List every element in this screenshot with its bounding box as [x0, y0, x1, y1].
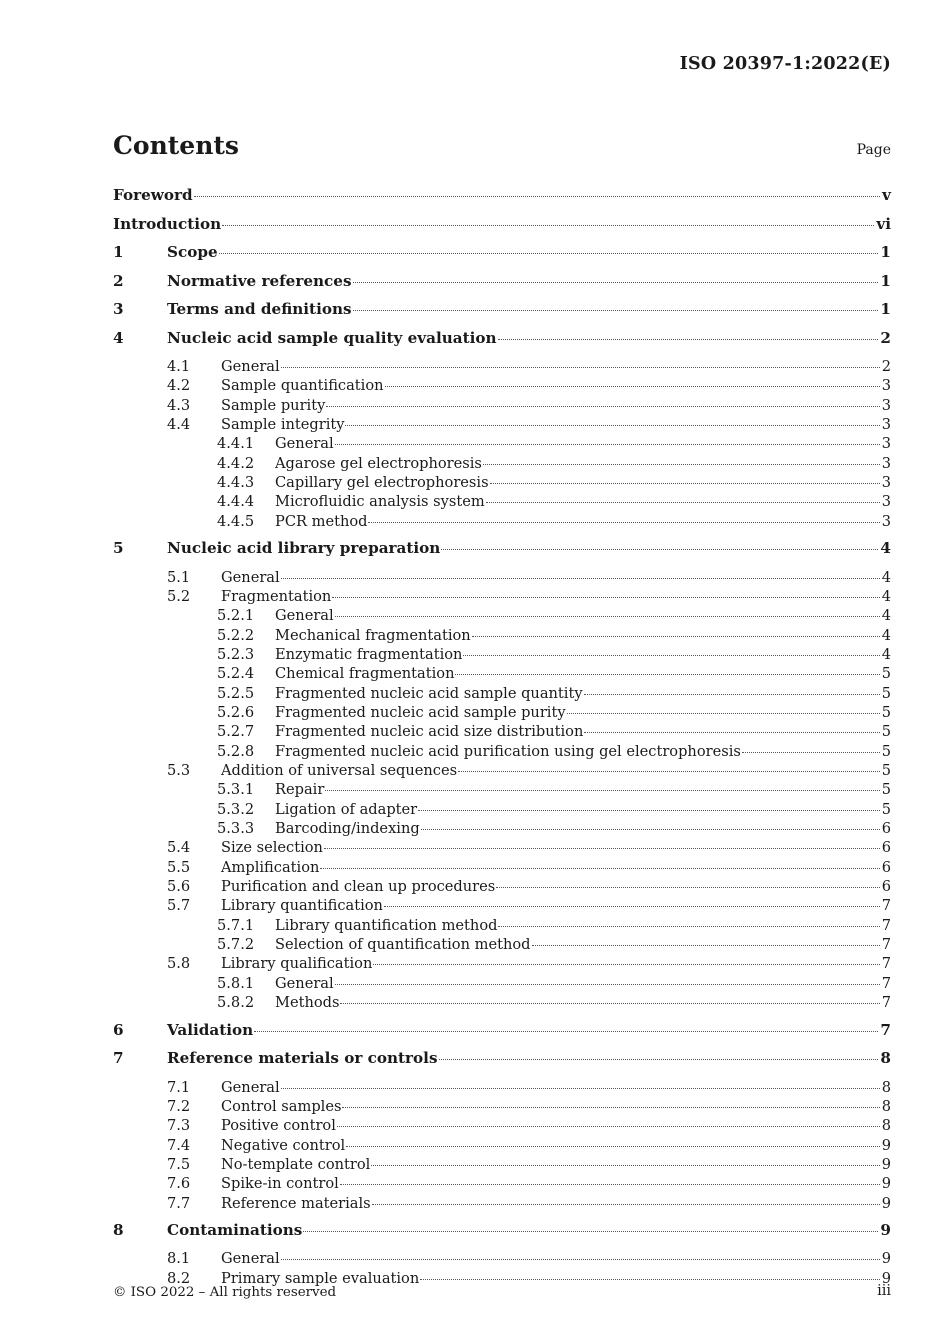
dot-leader: [326, 406, 879, 407]
toc-entry-number: 5.7: [167, 897, 191, 915]
toc-entry-number: 5.2.8: [217, 742, 255, 760]
toc-entry[interactable]: [113, 761, 891, 780]
toc-entry-title: No-template control: [221, 1155, 371, 1173]
dot-leader: [353, 310, 879, 311]
toc-entry-title: General: [221, 1250, 280, 1268]
dot-leader: [281, 367, 880, 368]
toc-entry[interactable]: [113, 215, 891, 244]
toc-entry-page: 8: [880, 1049, 891, 1067]
dot-leader: [281, 1259, 880, 1260]
dot-leader: [418, 810, 880, 811]
toc-entry-title: Fragmented nucleic acid purification using gel electrophoresis: [275, 742, 741, 760]
toc-entry-title: Repair: [275, 781, 325, 799]
toc-entry-number: 5.7.2: [217, 936, 255, 954]
dot-leader: [372, 1204, 880, 1205]
dot-leader: [463, 655, 879, 656]
toc-entry-title: Terms and definitions: [167, 300, 352, 318]
toc-entry-number: 3: [113, 300, 124, 318]
toc-entry-title: Primary sample evaluation: [221, 1269, 420, 1287]
toc-entry-number: 2: [113, 271, 124, 290]
toc-entry[interactable]: [113, 1078, 891, 1097]
dot-leader: [498, 926, 879, 927]
toc-entry-page: 1: [880, 243, 891, 261]
toc-entry-number: 4.4.1: [217, 435, 255, 453]
toc-entry-title: Fragmentation: [221, 587, 332, 605]
toc-entry-title: Introduction: [113, 214, 222, 233]
table-of-contents: [113, 186, 891, 1288]
toc-entry-number: 5.2.3: [217, 645, 255, 663]
toc-entry-page: 4: [881, 645, 891, 663]
dot-leader: [490, 483, 880, 484]
toc-entry[interactable]: [113, 742, 891, 761]
toc-entry-page: 5: [881, 742, 891, 760]
toc-entry[interactable]: [113, 684, 891, 703]
toc-entry[interactable]: [113, 512, 891, 531]
copyright-footer: © ISO 2022 – All rights reserved: [113, 1285, 337, 1300]
toc-entry-title: Normative references: [167, 271, 352, 290]
toc-entry-page: 4: [880, 539, 891, 558]
toc-entry-title: Fragmented nucleic acid size distribution: [275, 723, 584, 741]
toc-entry-title: Sample quantification: [221, 377, 384, 395]
toc-entry-page: 7: [881, 955, 891, 973]
toc-entry[interactable]: [113, 272, 891, 301]
toc-entry-page: 7: [881, 916, 891, 934]
toc-entry-title: Spike-in control: [221, 1175, 339, 1193]
toc-entry[interactable]: [113, 1049, 891, 1078]
toc-entry[interactable]: [113, 1174, 891, 1193]
dot-leader: [303, 1231, 878, 1232]
dot-leader: [222, 225, 874, 226]
dot-leader: [254, 1031, 878, 1032]
toc-entry-number: 5.8.2: [217, 994, 255, 1012]
toc-entry-title: Ligation of adapter: [275, 800, 418, 818]
dot-leader: [458, 771, 880, 772]
toc-entry[interactable]: [113, 800, 891, 819]
toc-entry-title: Amplification: [221, 858, 320, 876]
dot-leader: [345, 425, 879, 426]
dot-leader: [371, 1165, 879, 1166]
dot-leader: [567, 713, 880, 714]
toc-entry[interactable]: [113, 916, 891, 935]
toc-entry-title: Addition of universal sequences: [221, 762, 458, 780]
toc-entry-number: 4: [113, 328, 124, 347]
toc-entry[interactable]: [113, 587, 891, 606]
toc-entry[interactable]: [113, 722, 891, 741]
dot-leader: [337, 1126, 880, 1127]
toc-entry-page: 7: [880, 1020, 891, 1039]
toc-entry[interactable]: [113, 473, 891, 492]
toc-entry-number: 8: [113, 1220, 124, 1239]
toc-entry[interactable]: [113, 780, 891, 799]
toc-entry-title: General: [275, 607, 334, 625]
toc-entry-number: 5.2.7: [217, 723, 255, 741]
toc-entry-number: 5.3: [167, 762, 191, 780]
toc-entry-page: 3: [881, 416, 891, 434]
toc-entry-page: 9: [881, 1155, 891, 1173]
dot-leader: [385, 386, 880, 387]
toc-entry-title: Microfluidic analysis system: [275, 493, 485, 511]
toc-entry-title: Reference materials or controls: [167, 1049, 438, 1067]
toc-entry-page: 9: [881, 1194, 891, 1212]
dot-leader: [340, 1184, 880, 1185]
toc-entry[interactable]: [113, 434, 891, 453]
toc-entry[interactable]: [113, 606, 891, 625]
toc-entry[interactable]: [113, 819, 891, 838]
toc-entry-number: 5.2.2: [217, 626, 255, 644]
dot-leader: [325, 790, 879, 791]
toc-entry-page: 5: [881, 800, 891, 818]
toc-entry-title: Contaminations: [167, 1220, 303, 1239]
dot-leader: [368, 522, 879, 523]
toc-entry-title: Library quantification: [221, 897, 383, 915]
toc-entry-number: 6: [113, 1020, 124, 1039]
toc-entry-page: 3: [881, 454, 891, 472]
toc-entry-page: 5: [881, 684, 891, 702]
toc-entry-number: 5.3.2: [217, 800, 255, 818]
dot-leader: [441, 549, 878, 550]
toc-entry-number: 7.3: [167, 1117, 191, 1135]
toc-entry[interactable]: [113, 329, 891, 358]
toc-entry-title: Size selection: [221, 839, 323, 857]
dot-leader: [340, 1003, 879, 1004]
contents-title: Contents: [113, 131, 240, 160]
dot-leader: [342, 1107, 879, 1108]
toc-entry-number: 8.2: [167, 1269, 191, 1287]
dot-leader: [420, 1279, 879, 1280]
toc-entry-page: 1: [880, 300, 891, 318]
dot-leader: [472, 636, 880, 637]
toc-entry-page: 2: [881, 358, 891, 375]
toc-entry[interactable]: [113, 1116, 891, 1135]
dot-leader: [584, 694, 880, 695]
toc-entry-title: PCR method: [275, 512, 368, 530]
dot-leader: [219, 253, 879, 254]
toc-entry[interactable]: [113, 703, 891, 722]
toc-entry-number: 5.6: [167, 878, 191, 896]
toc-entry-page: 7: [881, 897, 891, 915]
toc-entry[interactable]: [113, 300, 891, 329]
toc-entry-page: 6: [881, 820, 891, 838]
toc-entry-page: 7: [881, 994, 891, 1012]
toc-entry-number: 5.2.4: [217, 665, 255, 683]
document-id-header: ISO 20397-1:2022(E): [679, 54, 891, 74]
toc-entry-title: Mechanical fragmentation: [275, 626, 471, 644]
toc-entry-number: 5.2.5: [217, 684, 255, 702]
toc-entry[interactable]: [113, 1155, 891, 1174]
toc-entry-title: General: [221, 568, 280, 586]
toc-entry-number: 7.4: [167, 1136, 191, 1154]
toc-entry-title: Methods: [275, 994, 340, 1012]
toc-entry-title: Scope: [167, 243, 218, 261]
toc-entry-page: v: [882, 186, 891, 204]
toc-entry[interactable]: [113, 993, 891, 1012]
toc-entry-page: 1: [880, 271, 891, 290]
dot-leader: [324, 848, 880, 849]
toc-entry-number: 5.1: [167, 568, 191, 586]
toc-entry-number: 5.3.1: [217, 781, 255, 799]
toc-entry-number: 7.6: [167, 1175, 191, 1193]
dot-leader: [353, 282, 879, 283]
toc-entry-page: 4: [881, 607, 891, 625]
toc-entry-page: 9: [881, 1175, 891, 1193]
toc-entry-page: 9: [881, 1136, 891, 1154]
toc-entry[interactable]: [113, 877, 891, 896]
toc-entry-number: 4.4.2: [217, 454, 255, 472]
toc-entry[interactable]: [113, 396, 891, 415]
toc-entry-page: vi: [876, 214, 891, 233]
toc-entry-page: 7: [881, 936, 891, 954]
toc-entry-title: Barcoding/indexing: [275, 820, 420, 838]
toc-entry[interactable]: [113, 454, 891, 473]
toc-entry-page: 3: [881, 396, 891, 414]
toc-entry-page: 4: [881, 587, 891, 605]
toc-entry-page: 5: [881, 762, 891, 780]
dot-leader: [346, 1146, 880, 1147]
toc-entry-title: Capillary gel electrophoresis: [275, 474, 489, 492]
dot-leader: [384, 906, 880, 907]
toc-entry-title: Purification and clean up procedures: [221, 878, 496, 896]
toc-entry-page: 3: [881, 512, 891, 530]
dot-leader: [332, 597, 879, 598]
toc-entry-page: 5: [881, 781, 891, 799]
toc-entry[interactable]: [113, 1221, 891, 1250]
toc-entry-title: General: [221, 1078, 280, 1096]
toc-entry-number: 5.2: [167, 587, 191, 605]
dot-leader: [281, 578, 880, 579]
toc-entry-number: 5: [113, 539, 124, 558]
toc-entry-number: 4.2: [167, 377, 191, 395]
toc-entry[interactable]: [113, 838, 891, 857]
toc-entry[interactable]: [113, 1249, 891, 1268]
toc-entry[interactable]: [113, 858, 891, 877]
toc-entry-title: Agarose gel electrophoresis: [275, 454, 482, 472]
toc-entry-number: 7: [113, 1049, 124, 1067]
dot-leader: [335, 616, 880, 617]
toc-entry-title: Sample integrity: [221, 416, 345, 434]
toc-entry-number: 8.1: [167, 1250, 191, 1268]
toc-entry[interactable]: [113, 645, 891, 664]
toc-entry-number: 5.4: [167, 839, 191, 857]
toc-entry-title: General: [221, 358, 280, 375]
dot-leader: [335, 984, 880, 985]
toc-entry-title: Reference materials: [221, 1194, 371, 1212]
toc-entry-number: 4.3: [167, 396, 191, 414]
toc-entry-title: Sample purity: [221, 396, 326, 414]
dot-leader: [335, 444, 880, 445]
toc-entry[interactable]: [113, 357, 891, 376]
toc-entry-number: 5.8.1: [217, 974, 255, 992]
toc-entry-title: Negative control: [221, 1136, 346, 1154]
toc-entry[interactable]: [113, 539, 891, 568]
toc-entry[interactable]: [113, 1097, 891, 1116]
toc-entry-page: 5: [881, 723, 891, 741]
toc-entry-page: 4: [881, 568, 891, 586]
toc-entry-number: 4.4: [167, 416, 191, 434]
toc-entry-title: Nucleic acid sample quality evaluation: [167, 328, 497, 347]
dot-leader: [742, 752, 880, 753]
toc-entry-page: 3: [881, 377, 891, 395]
toc-entry-page: 2: [880, 328, 891, 347]
toc-entry-number: 7.7: [167, 1194, 191, 1212]
toc-entry-title: Enzymatic fragmentation: [275, 645, 463, 663]
toc-entry[interactable]: [113, 415, 891, 434]
toc-entry-number: 5.5: [167, 858, 191, 876]
toc-entry-title: Positive control: [221, 1117, 336, 1135]
toc-entry-title: Fragmented nucleic acid sample purity: [275, 704, 566, 721]
toc-entry-title: General: [275, 435, 334, 453]
toc-entry-number: 4.4.3: [217, 474, 255, 492]
toc-entry-number: 7.5: [167, 1155, 191, 1173]
toc-entry-number: 1: [113, 243, 124, 261]
toc-entry[interactable]: [113, 492, 891, 511]
toc-entry-page: 6: [881, 878, 891, 896]
toc-entry-title: Fragmented nucleic acid sample quantity: [275, 684, 583, 702]
toc-entry[interactable]: [113, 664, 891, 683]
toc-entry-page: 6: [881, 839, 891, 857]
toc-entry-page: 8: [881, 1097, 891, 1115]
toc-entry-title: Foreword: [113, 186, 193, 204]
toc-entry-number: 5.3.3: [217, 820, 255, 838]
page-column-label: Page: [856, 142, 891, 158]
toc-entry-page: 9: [881, 1269, 891, 1287]
toc-entry-title: Control samples: [221, 1097, 342, 1115]
toc-entry-number: 7.2: [167, 1097, 191, 1115]
dot-leader: [496, 887, 879, 888]
toc-entry-title: Nucleic acid library preparation: [167, 539, 441, 558]
toc-entry-page: 4: [881, 626, 891, 644]
dot-leader: [373, 964, 879, 965]
toc-entry-number: 4.4.5: [217, 512, 255, 530]
toc-entry-page: 3: [881, 474, 891, 492]
toc-entry-page: 8: [881, 1078, 891, 1096]
toc-entry[interactable]: [113, 974, 891, 993]
toc-entry-number: 7.1: [167, 1078, 191, 1096]
toc-entry[interactable]: [113, 896, 891, 915]
toc-entry-title: General: [275, 974, 334, 992]
dot-leader: [532, 945, 880, 946]
toc-entry[interactable]: [113, 954, 891, 973]
toc-entry-page: 5: [881, 665, 891, 683]
toc-entry[interactable]: [113, 626, 891, 645]
toc-entry-page: 8: [881, 1117, 891, 1135]
dot-leader: [281, 1088, 880, 1089]
toc-entry[interactable]: [113, 568, 891, 587]
toc-entry[interactable]: [113, 243, 891, 272]
toc-entry[interactable]: [113, 376, 891, 395]
page-number: iii: [877, 1283, 891, 1299]
dot-leader: [194, 196, 881, 197]
toc-entry[interactable]: [113, 1136, 891, 1155]
dot-leader: [483, 464, 880, 465]
toc-entry-page: 9: [880, 1220, 891, 1239]
toc-entry-number: 4.4.4: [217, 493, 255, 511]
dot-leader: [584, 732, 879, 733]
toc-entry-page: 3: [881, 435, 891, 453]
toc-entry-number: 5.7.1: [217, 916, 255, 934]
dot-leader: [486, 502, 880, 503]
toc-entry-title: Validation: [167, 1020, 254, 1039]
toc-entry-number: 5.8: [167, 955, 191, 973]
toc-entry[interactable]: [113, 935, 891, 954]
toc-entry-number: 5.2.1: [217, 607, 255, 625]
toc-entry-number: 5.2.6: [217, 704, 255, 721]
toc-entry-page: 3: [881, 493, 891, 511]
dot-leader: [455, 674, 879, 675]
toc-entry[interactable]: [113, 186, 891, 215]
dot-leader: [498, 339, 879, 340]
dot-leader: [439, 1059, 879, 1060]
toc-entry-title: Chemical fragmentation: [275, 665, 455, 683]
toc-entry[interactable]: [113, 1194, 891, 1213]
toc-entry-title: Library quantification method: [275, 916, 498, 934]
toc-entry-number: 4.1: [167, 358, 191, 375]
toc-entry-page: 5: [881, 704, 891, 721]
toc-entry-page: 7: [881, 974, 891, 992]
toc-entry-title: Library qualification: [221, 955, 373, 973]
toc-entry-title: Selection of quantification method: [275, 936, 531, 954]
toc-entry[interactable]: [113, 1021, 891, 1050]
dot-leader: [320, 868, 879, 869]
toc-entry-page: 9: [881, 1250, 891, 1268]
toc-entry-page: 6: [881, 858, 891, 876]
dot-leader: [421, 829, 880, 830]
